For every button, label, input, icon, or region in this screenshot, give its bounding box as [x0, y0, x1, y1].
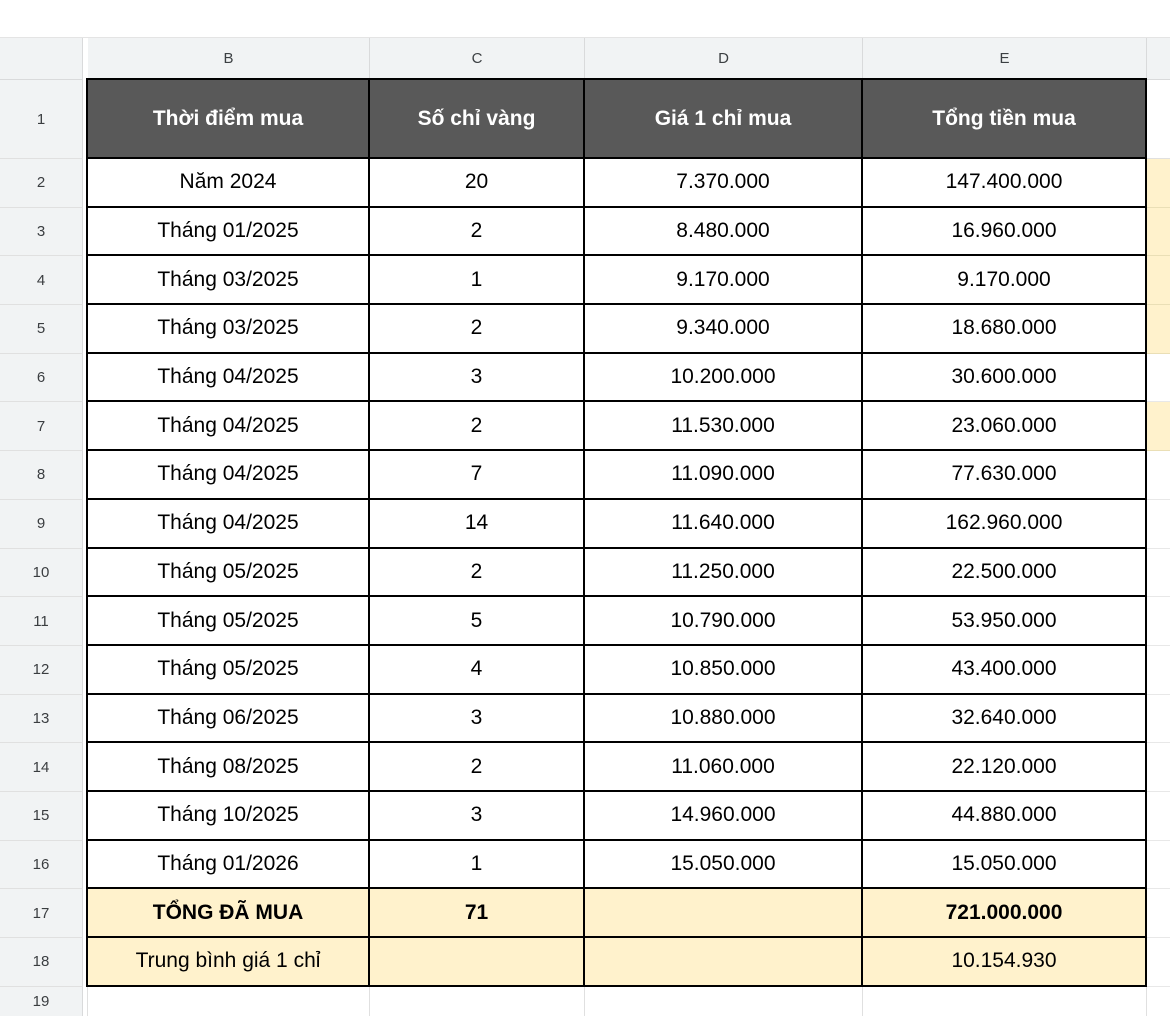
cell-B6[interactable]: Tháng 04/2025 — [88, 354, 370, 403]
row-number-strip — [0, 80, 83, 1016]
cell-E1-header-total[interactable]: Tổng tiền mua — [863, 80, 1147, 159]
cell-D14[interactable]: 11.060.000 — [585, 743, 863, 792]
cell-D3[interactable]: 8.480.000 — [585, 208, 863, 257]
cell-B14[interactable]: Tháng 08/2025 — [88, 743, 370, 792]
column-f-partial — [1147, 80, 1170, 1016]
cell-D16[interactable]: 15.050.000 — [585, 841, 863, 890]
cell-D18-empty[interactable] — [585, 938, 863, 987]
cell-F10-partial[interactable] — [1147, 549, 1170, 598]
cell-F7-partial[interactable] — [1147, 402, 1170, 451]
cell-E14[interactable]: 22.120.000 — [863, 743, 1147, 792]
cell-B5[interactable]: Tháng 03/2025 — [88, 305, 370, 354]
cell-F5-partial[interactable] — [1147, 305, 1170, 354]
cell-D2[interactable]: 7.370.000 — [585, 159, 863, 208]
cell-E15[interactable]: 44.880.000 — [863, 792, 1147, 841]
cell-D5[interactable]: 9.340.000 — [585, 305, 863, 354]
row-number-6[interactable]: 6 — [0, 354, 83, 403]
row-number-13[interactable]: 13 — [0, 695, 83, 744]
cell-D10[interactable]: 11.250.000 — [585, 549, 863, 598]
gridline-row19-colE — [862, 987, 863, 1016]
cell-C8[interactable]: 7 — [370, 451, 585, 500]
gridline-row19-colF — [1146, 987, 1147, 1016]
cell-B1-header-time[interactable]: Thời điểm mua — [88, 80, 370, 159]
cell-B12[interactable]: Tháng 05/2025 — [88, 646, 370, 695]
cell-C18-empty[interactable] — [370, 938, 585, 987]
column-letter-e[interactable]: E — [863, 38, 1147, 80]
cell-F4-partial[interactable] — [1147, 256, 1170, 305]
cell-E4[interactable]: 9.170.000 — [863, 256, 1147, 305]
cell-C1-header-qty[interactable]: Số chỉ vàng — [370, 80, 585, 159]
cell-E2[interactable]: 147.400.000 — [863, 159, 1147, 208]
row-number-1[interactable]: 1 — [0, 80, 83, 159]
cell-E12[interactable]: 43.400.000 — [863, 646, 1147, 695]
cell-B8[interactable]: Tháng 04/2025 — [88, 451, 370, 500]
cell-B15[interactable]: Tháng 10/2025 — [88, 792, 370, 841]
cell-F1-partial[interactable] — [1147, 80, 1170, 159]
cell-B17-total-label[interactable]: TỔNG ĐÃ MUA — [88, 889, 370, 938]
cell-F9-partial[interactable] — [1147, 500, 1170, 549]
cell-C15[interactable]: 3 — [370, 792, 585, 841]
cell-B4[interactable]: Tháng 03/2025 — [88, 256, 370, 305]
cell-B3[interactable]: Tháng 01/2025 — [88, 208, 370, 257]
cell-F18-partial[interactable] — [1147, 938, 1170, 987]
cell-E5[interactable]: 18.680.000 — [863, 305, 1147, 354]
cell-E17-total-money[interactable]: 721.000.000 — [863, 889, 1147, 938]
column-letter-b[interactable]: B — [88, 38, 370, 80]
cell-D4[interactable]: 9.170.000 — [585, 256, 863, 305]
cell-D1-header-price[interactable]: Giá 1 chỉ mua — [585, 80, 863, 159]
cell-E8[interactable]: 77.630.000 — [863, 451, 1147, 500]
cell-C3[interactable]: 2 — [370, 208, 585, 257]
cell-C11[interactable]: 5 — [370, 597, 585, 646]
cell-F15-partial[interactable] — [1147, 792, 1170, 841]
cell-E10[interactable]: 22.500.000 — [863, 549, 1147, 598]
cell-D15[interactable]: 14.960.000 — [585, 792, 863, 841]
cell-B18-average-label[interactable]: Trung bình giá 1 chỉ — [88, 938, 370, 987]
row-number-15[interactable]: 15 — [0, 792, 83, 841]
cell-F16-partial[interactable] — [1147, 841, 1170, 890]
cell-C13[interactable]: 3 — [370, 695, 585, 744]
cell-C6[interactable]: 3 — [370, 354, 585, 403]
row-number-11[interactable]: 11 — [0, 597, 83, 646]
cell-B13[interactable]: Tháng 06/2025 — [88, 695, 370, 744]
row-number-12[interactable]: 12 — [0, 646, 83, 695]
cell-C17-total-qty[interactable]: 71 — [370, 889, 585, 938]
column-letter-strip — [0, 37, 1170, 81]
cell-F14-partial[interactable] — [1147, 743, 1170, 792]
gridline-row19-colC — [369, 987, 370, 1016]
cell-E13[interactable]: 32.640.000 — [863, 695, 1147, 744]
column-letter-c[interactable]: C — [370, 38, 585, 80]
row-number-16[interactable]: 16 — [0, 841, 83, 890]
cell-F2-partial[interactable] — [1147, 159, 1170, 208]
cell-F12-partial[interactable] — [1147, 646, 1170, 695]
row-number-9[interactable]: 9 — [0, 500, 83, 549]
corner-cell[interactable] — [0, 38, 83, 80]
cell-E6[interactable]: 30.600.000 — [863, 354, 1147, 403]
cell-C4[interactable]: 1 — [370, 256, 585, 305]
cell-D8[interactable]: 11.090.000 — [585, 451, 863, 500]
cell-D11[interactable]: 10.790.000 — [585, 597, 863, 646]
cell-C9[interactable]: 14 — [370, 500, 585, 549]
cell-B16[interactable]: Tháng 01/2026 — [88, 841, 370, 890]
cell-E11[interactable]: 53.950.000 — [863, 597, 1147, 646]
cell-F19-partial[interactable] — [1147, 987, 1170, 1016]
cell-F6-partial[interactable] — [1147, 354, 1170, 403]
gridline-row19-colB — [87, 987, 88, 1016]
cell-F13-partial[interactable] — [1147, 695, 1170, 744]
cell-C12[interactable]: 4 — [370, 646, 585, 695]
cell-C16[interactable]: 1 — [370, 841, 585, 890]
row-number-3[interactable]: 3 — [0, 208, 83, 257]
row-number-7[interactable]: 7 — [0, 402, 83, 451]
cell-B10[interactable]: Tháng 05/2025 — [88, 549, 370, 598]
cell-F17-partial[interactable] — [1147, 889, 1170, 938]
column-letter-d[interactable]: D — [585, 38, 863, 80]
cell-D12[interactable]: 10.850.000 — [585, 646, 863, 695]
row-number-19[interactable]: 19 — [0, 987, 83, 1016]
cell-D13[interactable]: 10.880.000 — [585, 695, 863, 744]
cell-C7[interactable]: 2 — [370, 402, 585, 451]
cell-D17-empty[interactable] — [585, 889, 863, 938]
cell-C10[interactable]: 2 — [370, 549, 585, 598]
cell-E9[interactable]: 162.960.000 — [863, 500, 1147, 549]
cell-B2[interactable]: Năm 2024 — [88, 159, 370, 208]
row-number-17[interactable]: 17 — [0, 889, 83, 938]
cell-F3-partial[interactable] — [1147, 208, 1170, 257]
cell-B7[interactable]: Tháng 04/2025 — [88, 402, 370, 451]
cell-C2[interactable]: 20 — [370, 159, 585, 208]
row-number-8[interactable]: 8 — [0, 451, 83, 500]
cell-F8-partial[interactable] — [1147, 451, 1170, 500]
cell-E7[interactable]: 23.060.000 — [863, 402, 1147, 451]
row-number-5[interactable]: 5 — [0, 305, 83, 354]
cell-E18-average-price[interactable]: 10.154.930 — [863, 938, 1147, 987]
cell-B9[interactable]: Tháng 04/2025 — [88, 500, 370, 549]
gridline-row19-colD — [584, 987, 585, 1016]
cell-E3[interactable]: 16.960.000 — [863, 208, 1147, 257]
cell-C5[interactable]: 2 — [370, 305, 585, 354]
row-number-10[interactable]: 10 — [0, 549, 83, 598]
row-number-14[interactable]: 14 — [0, 743, 83, 792]
column-letter-f-partial[interactable] — [1147, 38, 1170, 80]
cell-D9[interactable]: 11.640.000 — [585, 500, 863, 549]
cell-E16[interactable]: 15.050.000 — [863, 841, 1147, 890]
cell-B11[interactable]: Tháng 05/2025 — [88, 597, 370, 646]
row-number-4[interactable]: 4 — [0, 256, 83, 305]
purchases-table — [86, 78, 1147, 987]
cell-D7[interactable]: 11.530.000 — [585, 402, 863, 451]
row-number-2[interactable]: 2 — [0, 159, 83, 208]
cell-D6[interactable]: 10.200.000 — [585, 354, 863, 403]
cell-C14[interactable]: 2 — [370, 743, 585, 792]
cell-F11-partial[interactable] — [1147, 597, 1170, 646]
row-number-18[interactable]: 18 — [0, 938, 83, 987]
